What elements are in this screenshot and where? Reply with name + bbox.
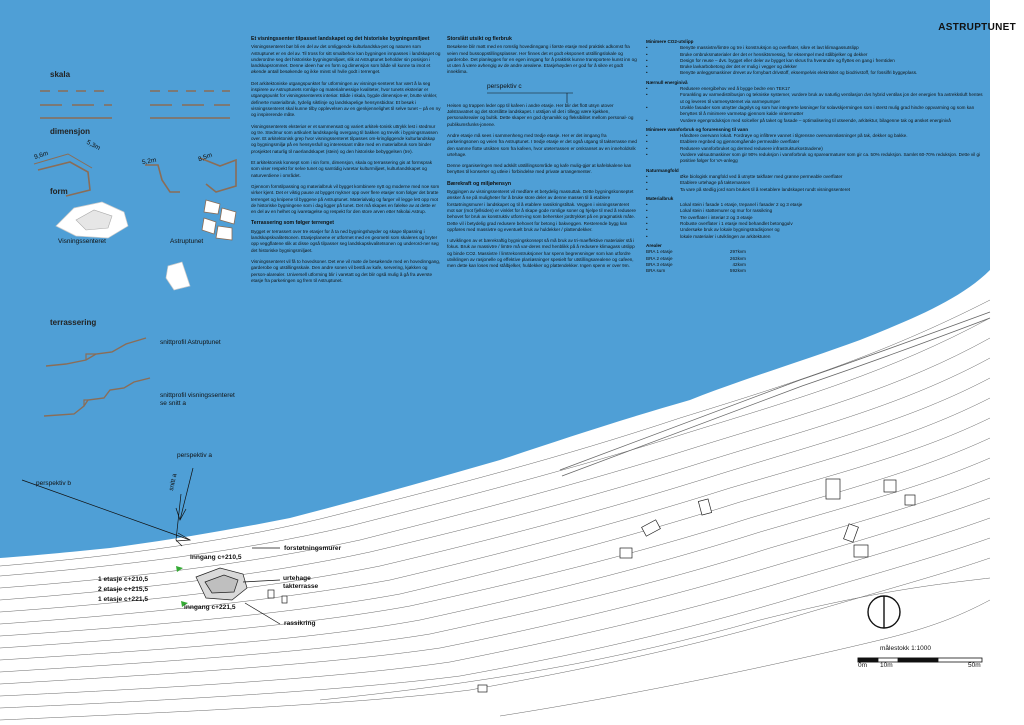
col3-list-item: • Design for reuse – dvs. bygget eller deler av bygget kan skrus fra hverandre og flyttes en gang i fremtiden bbox=[646, 58, 986, 64]
col3-section-heading: Nærnull energinivå bbox=[646, 79, 688, 85]
col3-list-item: • lokale materialer i utviklingen av arkitekturen bbox=[646, 234, 986, 240]
scale-tick-10: 10m bbox=[880, 662, 893, 669]
col3-list-item: • Lokal stein i fasade 1 etasje, trepanel i fasader 2 og 3 etasje bbox=[646, 202, 986, 208]
col1-p1: Visningssenteret bør bli en del av det omliggende kulturlandska-pet og naturen som Astruptunet er en del av. Til tross for sitt smalbehov kan bygningen innpasses i landskapet og underordne seg det historiske bygningsmiljøet, slik at Astruptunet beholder sin posisjon i landskapsrommet. Denne ideen har en form og dimensjon som både vil kunne ta imot et økende antall besøkende og ikke minst vil hvile godt i terrenget. bbox=[251, 44, 441, 75]
perspektiv-a-label: perspektiv a bbox=[177, 452, 213, 459]
col3-list-item: • Benytte anleggsmaskiner drevet av fornybart drivstoff, eksempelvis elektrisitet og biodrivstoff, for fossilfri byggeplass. bbox=[646, 70, 986, 76]
skala-diagram bbox=[40, 85, 230, 125]
areal-value: 42kvm bbox=[732, 261, 746, 267]
col3-list-item: • Etablere urtehage på taktemassen bbox=[646, 180, 986, 186]
etasje-2-label: 2 etasje c+215,5 bbox=[98, 586, 149, 593]
astruptunet-plan-icon bbox=[162, 258, 192, 294]
col2-p2: Heisen og trappen leder opp til kafeen i andre etasje. Her blir det flott utsyn utover Jølstravatnet og det storslåtte landskapet. I utstijøn vil det i tillegg være kjøkken, personalsrealer og bultik. Dette skaper en god dynamikk og fleksibilitet mellom personal- og publikumsfunks-jonene. bbox=[447, 102, 634, 127]
col3-list-item: • Lokal stein i støttemurer og mur for rassikring bbox=[646, 208, 986, 214]
col3-section-heading: Materialbruk bbox=[646, 195, 674, 201]
form-diagram bbox=[46, 196, 246, 242]
dim-label-a2: 5,3m bbox=[85, 139, 102, 152]
legend-skala: skala bbox=[50, 70, 71, 79]
areal-value: 592kvm bbox=[729, 268, 746, 274]
rassikring-label: rassikring bbox=[284, 620, 316, 627]
scale-tick-50: 50m bbox=[968, 662, 981, 669]
col3-list-item: • Utvikle fasader som utnytter dagslys og som har integrerte løsninger for solavskjermingen som i sterst mulig grad hindre oppvarming og som kan benyttes til å minimere varmetap gjennom kalde vintermøtter bbox=[646, 105, 986, 118]
col2-p4: Denne organiseringen med adskilt utstillingsområde og kafe mulig-gjør at kafelokalene kan benyttes til konserter og utleie i forbindelse med private arrangementer. bbox=[447, 163, 632, 175]
col3-section-heading: Minimere CO2-utslipp bbox=[646, 39, 694, 44]
perspektiv-c-marker bbox=[447, 81, 637, 103]
text-column-1 bbox=[251, 36, 441, 289]
col3-list-item: • Bruke ombruksmaterialer der det er hensiktsmessig, for eksempel med stålbjelker og dekker bbox=[646, 52, 986, 58]
perspektiv-c-label: perspektiv c bbox=[487, 82, 522, 90]
col3-list-item: • Tre overflater i interiør 2 og 3 etasje bbox=[646, 215, 986, 221]
col3-list-item: • Robuste overflater i 1 etasje med behandlet betonggulv bbox=[646, 221, 986, 227]
col1-p2: Det arkitektoniske utgangspunktet for utformingen av visnings-senteret har vært å la seg inspirere av Astruptunets romlige og materialmessige kvaliteter, hvor tunets eksteriør er utgangspunkt for visningssenterets interiør. Både i skala, bygde dimensjon-er, brutte vinkler, definerte materialbruk, tydelig siktlinje og landskapelige hensynsbidrar. Et besøk i visningssenteret skal kunne tilby opplevelsen av en gjenkjennelighet til selve tunet – på en ny og inspirerende måte. bbox=[251, 80, 441, 118]
snitt-a-label: snitt a bbox=[168, 473, 179, 492]
scale-tick-0: 0m bbox=[858, 662, 868, 669]
etasje-1-label: 1 etasje c+210,5 bbox=[98, 576, 149, 583]
inngang-2-label: inngang c+221,5 bbox=[184, 604, 236, 611]
col2-p3: Andre etasje må sees i sammenheng med tredje etasje. Her er det inngang fra parkeringsonen og veien fra Astruptunet. I tredje etasje er det også utgang til takterrasse med den samme flotte utsikten som fra kafeen, hvor uteterrassen er omkranset av en inneholdsrik urtehage. bbox=[447, 132, 637, 157]
areal-label: BRA sum bbox=[646, 268, 666, 274]
col3-section-heading: Naturmangfold bbox=[646, 167, 679, 173]
snitt-visning-diagram bbox=[44, 376, 154, 420]
page-title: ASTRUPTUNET bbox=[938, 22, 1016, 33]
col2-heading: Storslått utsikt og flerbruk bbox=[447, 36, 512, 42]
urtehage-label: urtehage takterrasse bbox=[283, 575, 319, 590]
dim-label-a1: 9,6m bbox=[33, 149, 50, 162]
col2-p1: Besøkene blir møtt med en romslig hovedinngang i første etasje med praktisk adkomst fra veien med bussoppstillingsplasser. Her finnes det et godt eksponert utstillingslokale og garderobe. Det planlegges for en egen inngang for å praktisk kunne transportere kunst inn og ut uten å være avhengig av de andre arealene. Etasjehøyden er god for å sikre et godt inneklima. bbox=[447, 44, 637, 75]
forstotningsmurer-label: forstøtningsmurer bbox=[284, 545, 342, 552]
legend-dimensjon: dimensjon bbox=[50, 127, 91, 136]
col3-list-item: • Vurdere valsuutmaskiner som gir 90% reduksjon i vannforbruk og sparearmaturer som gir ca. 50% reduksjon. Samlet 60-70% reduksjon. Dette vil gi positive følger for VA-anlegg bbox=[646, 152, 986, 165]
areal-value: 297kvm bbox=[729, 249, 746, 255]
col1-p7: Visningssenteret vil få to hovedsoner. Det ene vil møte de besøkende med en hovedinngang, garderobe og utstillingsskale. Den andre sonen vil bestå av kafe, servering, kjøkken og person-alarealer. Universell utforming blir i varetatt og det blir også mulig å gå fra øverste etasje fra parkeringen og frem til Astruptunet. bbox=[251, 258, 441, 283]
col3-list-item: • Bruke lavkarbobetong der det er mulig i vegger og dekker bbox=[646, 64, 986, 70]
col1-p4: Et arkitektonisk konsept som i sin form, dimensjon, skala og terrassering gis at formsprak som viser respekt for selve tunet og samtidig ivaretar kulturmiljøet, kulturlandskapet og naturverdiene i området. bbox=[251, 160, 433, 178]
scale-label: målestokk 1:1000 bbox=[880, 645, 931, 652]
areal-row bbox=[646, 268, 746, 274]
snitt-astruptunet-label: snittprofil Astruptunet bbox=[160, 339, 221, 346]
col1-heading2: Terrassering som følger terrenget bbox=[251, 220, 334, 227]
inngang-1-label: inngang c+210,5 bbox=[190, 554, 242, 561]
legend-terrassering: terrassering bbox=[50, 318, 97, 327]
dim-label-b2: 8,5m bbox=[197, 151, 214, 164]
legend-form: form bbox=[50, 187, 68, 196]
areal-label: BRA 1 etasje bbox=[646, 249, 673, 255]
text-column-3 bbox=[646, 36, 986, 274]
col3-list-item: • Ta vare på stedlig jord som brukes til å reetablere landskapet rundt visningssenteret bbox=[646, 187, 986, 193]
col3-list-item: • Håndtere overvann lokalt. Fordrøye og infiltrere vannet i tilgrensne overvannsløsninger på tak, dekker og bakke. bbox=[646, 133, 986, 139]
col2-p6: I utviklingen av et bærekraftig bygningskonsept så må bruk av tri-maeffektive materialer stå i fokus. Bruk av massivtre / limtre må var-deres med henblikk på å redusere klimagass utslipp og binde CO2. Massivtre / limtrekonstruksjoner har spenn begrensninger som kan utfordre utviklingen av rasjonelle og effektive planløsninger spesielt for utstillingsarealene og cafeen, men dette kan loses med stålbjelker, huldekker og plattendekker. Ingen spenn er over 9m. bbox=[447, 238, 635, 269]
col3-list-item: • Vurdere egenproduksjon med solceller på taket og fasade – optimalisering til utseende, arkitektur, bilagenne tak og ønsket energinivå bbox=[646, 118, 986, 124]
caption-astruptunet: Astruptunet bbox=[170, 238, 204, 245]
col1-heading: Et visningssenter tilpasset landskapet og det historiske bygningsmiljøet bbox=[251, 36, 430, 42]
col3-list-item: • Øke biologisk mangfold ved å utnytte takflater med grønne permeable overflater bbox=[646, 174, 986, 180]
perspektiv-b-label: perspektiv b bbox=[36, 480, 72, 487]
col2-heading2: Bærekraft og miljøhensyn bbox=[447, 180, 511, 187]
col2-p5: Byggingen av visningssenteret vil medføre et betydelig massuttak. Dette bygningskonseptet ønsker å se på muligheter for å bruke store deler av denne massen til å etablere forstøtningsmurer i landskapet og til å etablere rassikringstiltak. Veggen i visningssenteret mot sør (mot fjellsiden) er vinklet for å skape gode romlige soner og hjelpe til med å redusere behovet for bruk av konstruktiv utform-ing som behersker jordtrykket på en pragmatisk måte. Dette vil i betydelig grad redusere behovet for betong i bakveggen. Resterende bygg kan oppføres med massivtre og eventuelt bruk av huldekker / plattendekker. bbox=[447, 189, 636, 232]
col3-list-item: • Redusere energibehov ved å bygge bedre enn TEK17 bbox=[646, 86, 986, 92]
snitt-astruptunet-diagram bbox=[46, 334, 154, 374]
col3-list-item: • Etablere regnbed og gjennomgående permeable overflater bbox=[646, 139, 986, 145]
caption-visningssenteret: Visningssenteret bbox=[58, 238, 106, 245]
etasje-3-label: 1 etasje c+221,5 bbox=[98, 596, 149, 603]
col1-p3: Visningssenterets eksteriør er et sammensatt og variert arkitek-tonisk uttrykk lest i stedmur og tre. Stedmur som artikulert landskapelig overgang til bakken og trevirk i bygningsmassen over. Et arkitektonisk grep hvor visningssenteret tilpasses om-kringliggende kulturlandskap og bygningsmiljø på en hensynsfull og interessant måte med en materialbruk som binder prosjektet naturlig til naerlandskapet (stein) og den historiske bebyggelsen (tre). bbox=[251, 123, 438, 154]
col1-p6: Bygget er terrassert over tre etasjer for å ta ned bygningshøyder og skape tilpasning i landskapskvalitetsonen. Etasjeplanene er utformet med en geometri som skaleres og bryter opp veggflatene slik at disse også tilpasser seg landskapskvalitetsonen og underord-ner seg det historiske bygningsmiljøet. bbox=[251, 228, 439, 253]
col3-list-item: • Forankling av varmedistribusjon og tekniske systemer, vurdere bruk av naturlig ventilasjon dvs hybrid ventilas jon der energien fra avtrekksluft hentes ut og leveres til varmesystemet via varmepumper bbox=[646, 92, 986, 105]
scale-bar bbox=[858, 658, 982, 662]
snitt-visning-label: snittprofil visningssenteret se snitt a bbox=[160, 392, 235, 407]
dim-label-b1: 5,2m bbox=[141, 156, 157, 167]
col3-list-item: • Undersøke bruk av lokale bygningstradisjoner og bbox=[646, 227, 986, 233]
areal-heading: Arealer bbox=[646, 242, 662, 248]
col1-p5: Gjennom formtilpassing og materialbruk vil bygget kombinere nytt og moderne med noe som virker kjent. Det er viktig pause at bygget mykner opp over flere etasjer som følger det bratte terrenget og knipene til byggene på Astruptunet. Materialvalg og farger vil legge lett opp mot de historiske bygningene som i dag ligger på tunet. Det må skapes en følelse av at dette er en del av en helhet og ivaretagelse og respekt for den store arven etter Nikolai Astrup. bbox=[251, 183, 440, 215]
areal-label: BRA 3 etasje bbox=[646, 261, 673, 267]
text-column-2 bbox=[447, 36, 637, 275]
col3-section-heading: Minimere vannforbruk og forurensning til vann bbox=[646, 126, 749, 132]
areal-label: BRA 2 etasje bbox=[646, 255, 673, 261]
areal-value: 263kvm bbox=[729, 255, 746, 261]
col3-list-item: • Benytte massivtre/limtre og tre i konstruksjon og overflater, sikre et lavt klimagassutslipp bbox=[646, 45, 986, 51]
col3-list-item: • Redusere vannforbruket og dermed redusere infrastrukturkostnadene) bbox=[646, 146, 986, 152]
